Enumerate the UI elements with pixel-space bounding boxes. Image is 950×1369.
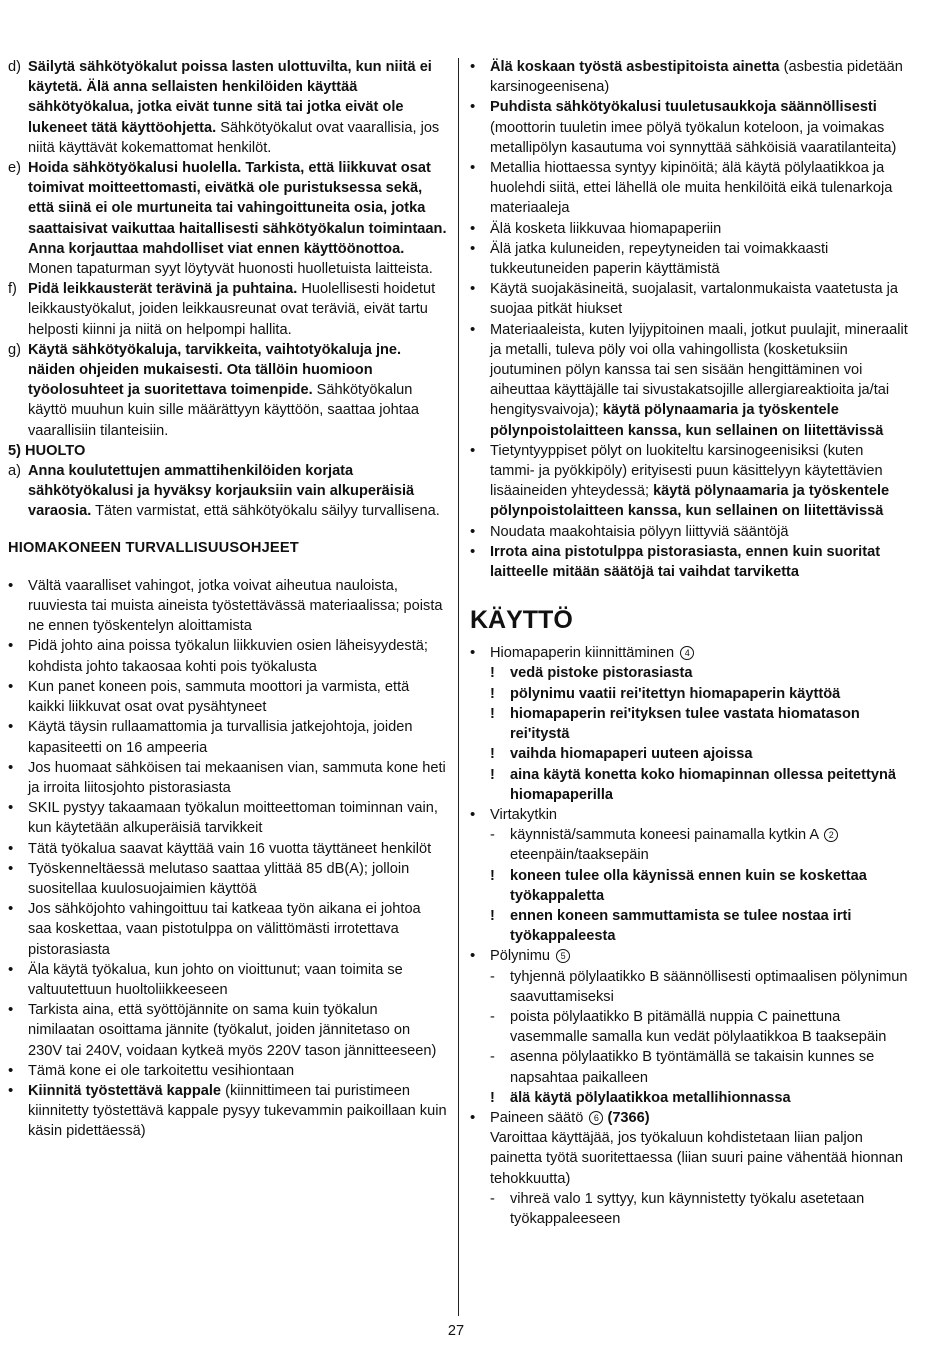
item-bold-text: Kiinnitä työstettävä kappale [28, 1082, 222, 1099]
figure-ref-icon: 2 [824, 828, 838, 842]
item-bold-text: ennen koneen sammuttamista se tulee nostaa irti työkappaleesta [510, 907, 852, 945]
list-item [470, 219, 912, 239]
dash-icon: - [490, 1008, 495, 1025]
item-text: Vältä vaaralliset vahingot, jotka voivat aiheutua nauloista, ruuviesta tai muista aineista työstettävässä materiaalissa; poista ne ennen työskentelyn aloittamista [28, 577, 443, 635]
item-bold-text: pölynimu vaatii rei'itettyn hiomapaperin käyttöä [510, 685, 841, 702]
bullet-icon: • [470, 219, 476, 237]
item-text: Kun panet koneen pois, sammuta moottori ja varmista, että kaikki liikkuvat osat ovat pysähtyneet [28, 678, 410, 716]
item-bold-text: koneen tulee olla käynissä ennen kuin se koskettaa työkappaletta [510, 867, 867, 904]
bullet-icon: • [470, 1108, 476, 1126]
list-item [470, 805, 912, 825]
item-text: poista pölylaatikko B pitämällä nuppia C painettuna vasemmalle samalla kun vedät pölylaatikkoa B taaksepäin [510, 1008, 887, 1046]
item-text: Älä jatka kuluneiden, repeytyneiden tai voimakkaasti tukkeutuneiden paperin käyttämistä [490, 240, 829, 278]
warning-item [470, 704, 912, 744]
section-huolto-heading: 5) HUOLTO [8, 442, 86, 459]
warning-icon: ! [490, 746, 495, 763]
list-item [470, 643, 912, 663]
item-text: Käytä täysin rullaamattomia ja turvallisia jatkejohtoja, joiden kapasiteetti on 16 ampeeria [28, 719, 413, 756]
item-text: Hiomapaperin kiinnittäminen [490, 645, 675, 662]
bullet-icon: • [8, 718, 14, 736]
item-text: Äla käytä työkalua, kun johto on vioittunut; vaan toimita se valtuutettuun huoltoliikkeeseen [28, 961, 403, 998]
bullet-icon: • [8, 758, 14, 776]
list-item [8, 758, 448, 798]
item-label: e) [8, 160, 21, 177]
item-text: vihreä valo 1 syttyy, kun käynnistetty työkalu asetetaan työkappaleeseen [510, 1190, 865, 1227]
bullet-icon: • [8, 1001, 14, 1019]
bullet-icon: • [470, 320, 476, 338]
list-item [8, 798, 448, 838]
bullet-icon: • [470, 159, 476, 177]
dash-icon: - [490, 968, 495, 985]
item-label: g) [8, 341, 21, 358]
item-label: a) [8, 463, 21, 480]
item-bold-text: Käytä sähkötyökaluja, tarvikkeita, vaihtotyökaluja jne. näiden ohjeiden mukaisesti. Ota tällöin huomioon työolosuhteet ja suoritettava toimenpide. [28, 341, 402, 399]
warning-list [470, 866, 912, 947]
figure-ref-icon: 6 [589, 1111, 603, 1125]
list-item [470, 97, 912, 158]
item-text: Sähkötyökalun käyttö muuhun kuin sille määrättyyn käyttöön, saattaa johtaa vaarallisiin tilanteisiin. [28, 382, 420, 439]
item-text: (kiinnittimeen tai puristimeen kiinnitetty työstettävä kappale pysyy tukevammin paikoillaan kuin käsin pidettäessä) [28, 1082, 447, 1140]
item-text: Metallia hiottaessa syntyy kipinöitä; älä käytä pölylaatikkoa ja huolehdi siitä, ettei lähellä ole muita henkilöitä eikä tulenarkoja materiaaleja [490, 160, 893, 217]
list-item [8, 677, 448, 717]
bullet-icon: • [8, 637, 14, 655]
bullet-icon: • [8, 576, 14, 594]
bullet-icon: • [8, 960, 14, 978]
item-text: Täten varmistat, että sähkötyökalu säilyy turvallisena. [91, 503, 440, 520]
warning-icon: ! [490, 665, 495, 682]
bullet-icon: • [8, 799, 14, 817]
item-bold-text: Pidä leikkausterät terävinä ja puhtaina. [28, 281, 298, 298]
warning-list [470, 663, 912, 804]
list-item [8, 839, 448, 859]
warning-icon: ! [490, 685, 495, 702]
list-item [470, 320, 912, 441]
figure-ref-icon: 4 [680, 646, 694, 660]
item-text: Paineen säätö [490, 1109, 584, 1126]
left-column [8, 57, 448, 1142]
list-item [470, 1108, 912, 1189]
item-text: Varoittaa käyttäjää, jos työkaluun kohdistetaan liian paljon painetta työtä suoritettaessa (liian suuri paine vähentää hionnan tehokkuutta) [490, 1130, 903, 1187]
sander-safety-list [8, 576, 448, 1081]
dash-icon: - [490, 1049, 495, 1066]
list-item [470, 158, 912, 219]
warning-item [470, 663, 912, 683]
item-text: Tarkista aina, että syöttöjännite on sama kuin työkalun nimilaatan osoittama jännite (työkalut, joiden jännitetaso on 230V tai 240V, voidaan kytkeä myös 220V tason jännitteeseen) [28, 1002, 437, 1059]
item-bold-text: käytä pölynaamaria ja työskentele pölynpoistolaitteen kanssa, kun sellainen on liitettävissä [490, 402, 884, 439]
right-column [470, 57, 912, 1229]
item-text: Jos huomaat sähköisen tai mekaanisen vian, sammuta kone heti ja irroita liitosjohto pistorasiasta [28, 759, 446, 796]
item-label: f) [8, 281, 17, 298]
item-text: Pölynimu [490, 948, 551, 965]
safety-item-d [8, 57, 448, 158]
item-text: Tietyntyyppiset pölyt on luokiteltu karsinogeenisiksi (kuten tammi- ja pyökkipöly) erityisesti puun käsittelyyn käytettävien lisäaineiden yhteydessä; [490, 442, 883, 500]
item-bold-text: aina käytä konetta koko hiomapinnan ollessa peitettynä hiomapaperilla [510, 766, 897, 803]
item-text: Älä kosketa liikkuvaa hiomapaperiin [490, 220, 722, 237]
item-bold-text: Irrota aina pistotulppa pistorasiasta, ennen kuin suoritat laitteelle mitään säätöjä tai vaihdat tarviketta [490, 543, 881, 581]
list-item [8, 859, 448, 899]
list-item [470, 279, 912, 319]
bullet-icon: • [8, 677, 14, 695]
sander-safety-heading: HIOMAKONEEN TURVALLISUUSOHJEET [8, 539, 299, 556]
safety-item-e [8, 158, 448, 279]
bullet-icon: • [470, 58, 476, 75]
item-text: eteenpäin/taaksepäin [510, 847, 649, 864]
model-number: (7366) [607, 1109, 650, 1126]
kaytto-heading: KÄYTTÖ [470, 606, 573, 635]
item-text: (moottorin tuuletin imee pölyä työkalun koteloon, ja voimakas metallipölyn kasautuma voi synnyttää sähköisiä vaaratilanteita) [490, 119, 897, 156]
list-item [470, 542, 912, 582]
item-text: SKIL pystyy takaamaan työkalun moitteettoman toiminnan vain, kun käytetään alkuperäisiä tarvikkeit [28, 800, 438, 837]
list-item [8, 1081, 448, 1142]
warning-icon: ! [490, 766, 495, 783]
item-text: asenna pölylaatikko B työntämällä se takaisin kunnes se napsahtaa paikalleen [510, 1049, 875, 1086]
item-text: Työskenneltäessä melutaso saattaa ylittää 85 dB(A); jolloin suositellaa kuulosuojaimien käyttöä [28, 860, 410, 897]
list-item [8, 576, 448, 637]
sub-list [470, 967, 912, 1088]
page-number: 27 [447, 1323, 465, 1339]
item-text: Sähkötyökalut ovat vaarallisia, jos niitä käyttävät kokemattomat henkilöt. [28, 119, 440, 156]
item-bold-text: Hoida sähkötyökalusi huolella. Tarkista, että liikkuvat osat toimivat moitteettomasti, eivätkä ole puristuksessa sekä, että siinä ei ole murtuneita tai vahingoittuneita osia, jotka saattaisivat vaikuttaa haitallisesti sähkötyökalun toimintaan. Anna korjauttaa mahdolliset viat ennen käyttöönottoa. [28, 160, 447, 257]
warning-item [470, 744, 912, 764]
item-text: Tämä kone ei ole tarkoitettu vesihiontaan [28, 1062, 295, 1079]
item-text: Käytä suojakäsineitä, suojalasit, vartalonmukaista vaatetusta ja suojaa pitkät hiukset [490, 281, 899, 318]
item-bold-text: Älä koskaan työstä asbestipitoista ainetta [490, 59, 780, 75]
warning-item [470, 765, 912, 805]
item-bold-text: Anna koulutettujen ammattihenkilöiden korjata sähkötyökalusi ja hyväksy korjauksiin vain alkuperäisiä varaosia. [28, 463, 415, 520]
item-text: Monen tapaturman syyt löytyvät huonosti huolletuista laitteista. [28, 261, 433, 278]
item-text: tyhjennä pölylaatikko B säännöllisesti optimaalisen pölynimun saavuttamiseksi [510, 968, 908, 1005]
bullet-icon: • [470, 239, 476, 257]
item-text: Huolellisesti hoidetut leikkaustyökalut, joiden leikkausreunat ovat teräviä, eivät tartu helposti kiinni ja niitä on helpompi hallita. [28, 281, 436, 338]
bullet-icon: • [470, 522, 476, 540]
warning-icon: ! [490, 867, 495, 884]
item-bold-text: Puhdista sähkötyökalusi tuuletusaukkoja säännöllisesti [490, 99, 877, 116]
bullet-icon: • [8, 1061, 14, 1079]
warning-item [470, 906, 912, 946]
column-divider [458, 58, 459, 1316]
list-item [8, 717, 448, 757]
bullet-icon: • [8, 1081, 14, 1099]
item-text: Materiaaleista, kuten lyijypitoinen maali, jotkut puulajit, mineraalit ja metalli, tuleva pöly voi olla vahingollista (kosketuksiin joutuminen pölyn kanssa tai sen sisään hengittäminen voi aiheuttaa käyttäjälle tai sivustakatsojille allergiareaktioita ja/tai hengitysvaivoja); [490, 321, 908, 419]
bullet-icon: • [470, 644, 476, 662]
warning-icon: ! [490, 907, 495, 924]
warning-icon: ! [490, 1089, 495, 1106]
list-item [470, 239, 912, 279]
bullet-icon: • [8, 900, 14, 918]
bullet-icon: • [8, 859, 14, 877]
bullet-icon: • [470, 98, 476, 116]
dash-icon: - [490, 827, 495, 844]
item-text: Jos sähköjohto vahingoittuu tai katkeaa työn aikana ei johtoa saa koskettaa, vaan pistotulppa on välittömästi irrotettava pistorasiasta [28, 901, 421, 958]
item-bold-text: älä käytä pölylaatikkoa metallihionnassa [510, 1089, 791, 1106]
item-text: Tätä työkalua saavat käyttää vain 16 vuotta täyttäneet henkilöt [28, 840, 432, 857]
list-item [470, 441, 912, 522]
bullet-icon: • [470, 947, 476, 965]
item-bold-text: Säilytä sähkötyökalut poissa lasten ulottuvilta, kun niitä ei käytetä. Älä anna sellaisten henkilöiden käyttää sähkötyökalua, jotka eivät tunne sitä tai jotka eivät ole lukeneet tätä käyttöohjetta. [28, 59, 432, 136]
bullet-icon: • [8, 839, 14, 857]
bullet-icon: • [470, 805, 476, 823]
safety-item-g [8, 340, 448, 441]
list-item [470, 946, 912, 966]
list-item [470, 522, 912, 542]
item-bold-text: hiomapaperin rei'ityksen tulee vastata hiomatason rei'itystä [510, 705, 860, 743]
list-item [8, 1061, 448, 1081]
warning-icon: ! [490, 705, 495, 722]
bullet-icon: • [470, 280, 476, 298]
list-item [8, 899, 448, 960]
list-item [8, 1000, 448, 1061]
bullet-icon: • [470, 441, 476, 459]
item-text: Virtakytkin [490, 806, 558, 823]
item-text: Noudata maakohtaisia pölyyn liittyviä sääntöjä [490, 523, 789, 540]
safety-item-a [8, 461, 448, 522]
sub-item [470, 825, 912, 865]
bullet-icon: • [470, 542, 476, 560]
safety-item-f [8, 279, 448, 340]
item-bold-text: vaihda hiomapaperi uuteen ajoissa [510, 746, 753, 763]
item-label: d) [8, 59, 21, 75]
sub-item [470, 1047, 912, 1087]
warning-item [470, 866, 912, 906]
list-item [8, 960, 448, 1000]
figure-ref-icon: 5 [556, 949, 570, 963]
item-text: (asbestia pidetään karsinogeenisena) [490, 59, 903, 96]
sub-item [470, 967, 912, 1007]
list-item [8, 636, 448, 676]
item-bold-text: käytä pölynaamaria ja työskentele pölynpoistolaitteen kanssa, kun sellainen on liitettävissä [490, 483, 890, 520]
sub-item [470, 1189, 912, 1229]
item-text: käynnistä/sammuta koneesi painamalla kytkin A [510, 827, 819, 844]
warning-item [470, 684, 912, 704]
list-item [470, 57, 912, 97]
dash-icon: - [490, 1190, 495, 1207]
item-bold-text: vedä pistoke pistorasiasta [510, 665, 693, 682]
item-text: Pidä johto aina poissa työkalun liikkuvien osien läheisyydestä; kohdista johto takaosaa kohti pois työkalusta [28, 638, 428, 675]
sub-item [470, 1007, 912, 1047]
warning-item [470, 1088, 912, 1108]
